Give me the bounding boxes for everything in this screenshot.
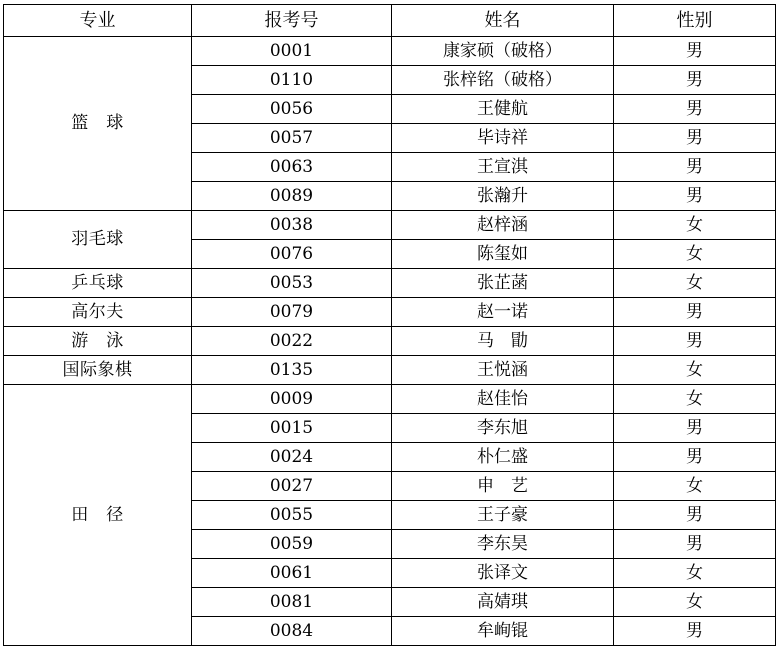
- cell-name: 张芷菡: [392, 269, 614, 298]
- cell-exam-number: 0056: [192, 95, 392, 124]
- cell-exam-number: 0001: [192, 37, 392, 66]
- cell-name: 王子豪: [392, 501, 614, 530]
- cell-name: 赵梓涵: [392, 211, 614, 240]
- cell-gender: 男: [614, 501, 776, 530]
- cell-name: 王悦涵: [392, 356, 614, 385]
- cell-exam-number: 0089: [192, 182, 392, 211]
- cell-gender: 男: [614, 37, 776, 66]
- cell-name: 张梓铭（破格）: [392, 66, 614, 95]
- cell-name: 申 艺: [392, 472, 614, 501]
- table-row: [4, 327, 776, 356]
- cell-name: 赵一诺: [392, 298, 614, 327]
- cell-name: 张瀚升: [392, 182, 614, 211]
- cell-name: 马 勖: [392, 327, 614, 356]
- table-row: [4, 211, 776, 240]
- table-row: [4, 269, 776, 298]
- cell-exam-number: 0022: [192, 327, 392, 356]
- cell-name: 王宣淇: [392, 153, 614, 182]
- cell-gender: 女: [614, 211, 776, 240]
- cell-name: 张译文: [392, 559, 614, 588]
- table-header: [4, 5, 776, 37]
- cell-name: 李东旭: [392, 414, 614, 443]
- cell-gender: 女: [614, 472, 776, 501]
- column-header-exam-number: 报考号: [192, 5, 392, 37]
- document-page: [0, 4, 777, 654]
- cell-gender: 男: [614, 298, 776, 327]
- cell-gender: 女: [614, 240, 776, 269]
- cell-exam-number: 0024: [192, 443, 392, 472]
- cell-exam-number: 0057: [192, 124, 392, 153]
- cell-exam-number: 0063: [192, 153, 392, 182]
- cell-gender: 男: [614, 327, 776, 356]
- table-row: [4, 385, 776, 414]
- table-row: [4, 37, 776, 66]
- cell-name: 李东昊: [392, 530, 614, 559]
- cell-exam-number: 0053: [192, 269, 392, 298]
- cell-major: 高尔夫: [4, 298, 192, 327]
- cell-major: 篮 球: [4, 37, 192, 211]
- table-row: [4, 356, 776, 385]
- cell-exam-number: 0055: [192, 501, 392, 530]
- cell-name: 王健航: [392, 95, 614, 124]
- cell-exam-number: 0076: [192, 240, 392, 269]
- table-header-row: [4, 5, 776, 37]
- cell-name: 赵佳怡: [392, 385, 614, 414]
- cell-exam-number: 0110: [192, 66, 392, 95]
- cell-gender: 男: [614, 124, 776, 153]
- cell-gender: 女: [614, 385, 776, 414]
- cell-name: 康家硕（破格）: [392, 37, 614, 66]
- cell-name: 朴仁盛: [392, 443, 614, 472]
- cell-gender: 男: [614, 95, 776, 124]
- candidate-roster-table: [3, 4, 776, 646]
- cell-major: 羽毛球: [4, 211, 192, 269]
- cell-gender: 女: [614, 559, 776, 588]
- cell-exam-number: 0038: [192, 211, 392, 240]
- cell-major: 国际象棋: [4, 356, 192, 385]
- cell-exam-number: 0135: [192, 356, 392, 385]
- cell-gender: 女: [614, 356, 776, 385]
- cell-gender: 女: [614, 269, 776, 298]
- cell-gender: 男: [614, 153, 776, 182]
- cell-name: 陈玺如: [392, 240, 614, 269]
- cell-gender: 女: [614, 588, 776, 617]
- cell-gender: 男: [614, 414, 776, 443]
- column-header-gender: 性别: [614, 5, 776, 37]
- column-header-major: 专业: [4, 5, 192, 37]
- cell-name: 牟峋锟: [392, 617, 614, 646]
- cell-exam-number: 0079: [192, 298, 392, 327]
- cell-gender: 男: [614, 530, 776, 559]
- table-row: [4, 298, 776, 327]
- cell-major: 乒乓球: [4, 269, 192, 298]
- cell-major: 田 径: [4, 385, 192, 646]
- cell-gender: 男: [614, 443, 776, 472]
- cell-exam-number: 0061: [192, 559, 392, 588]
- cell-exam-number: 0009: [192, 385, 392, 414]
- column-header-name: 姓名: [392, 5, 614, 37]
- cell-name: 高婧琪: [392, 588, 614, 617]
- cell-exam-number: 0059: [192, 530, 392, 559]
- cell-exam-number: 0027: [192, 472, 392, 501]
- table-body: [4, 37, 776, 646]
- cell-gender: 男: [614, 66, 776, 95]
- cell-gender: 男: [614, 182, 776, 211]
- cell-exam-number: 0015: [192, 414, 392, 443]
- cell-gender: 男: [614, 617, 776, 646]
- cell-name: 毕诗祥: [392, 124, 614, 153]
- cell-exam-number: 0084: [192, 617, 392, 646]
- cell-major: 游 泳: [4, 327, 192, 356]
- cell-exam-number: 0081: [192, 588, 392, 617]
